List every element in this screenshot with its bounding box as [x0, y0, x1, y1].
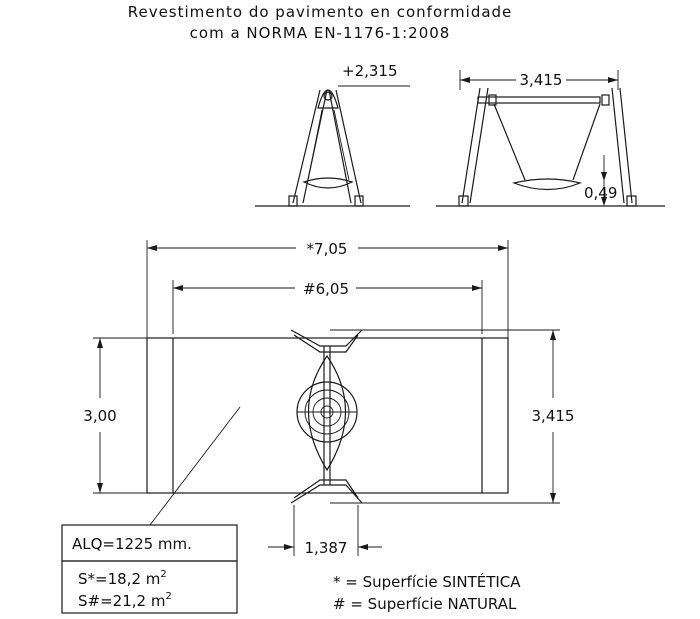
plan-view [83, 240, 574, 557]
front-seat-height-label: 0,49 [584, 184, 618, 202]
side-view [255, 62, 410, 206]
plan-width-right-label: 3,415 [531, 407, 575, 425]
side-a-frame [293, 90, 361, 203]
legend-synthetic: * = Superfície SINTÉTICA [333, 573, 521, 591]
plan-width-left-label: 3,00 [83, 407, 117, 425]
plan-chain-envelope [309, 356, 346, 470]
info-alq-text: ALQ=1225 mm. [72, 535, 192, 553]
legend [333, 572, 521, 613]
front-nest-seat [514, 179, 580, 190]
plan-total-length-label: *7,05 [306, 240, 348, 258]
side-foot-right [355, 196, 363, 206]
side-nest-seat [304, 178, 352, 188]
info-box [62, 525, 237, 613]
front-foot-left [459, 196, 468, 206]
legend-natural: # = Superfície NATURAL [333, 595, 517, 613]
front-view [436, 70, 665, 206]
plan-frame-bottom [291, 480, 362, 503]
header-line-2: com a NORMA EN-1176-1:2008 [189, 24, 451, 42]
side-height-label: +2,315 [342, 62, 398, 80]
side-top-bracket [318, 90, 338, 108]
front-width-label: 3,415 [519, 71, 563, 89]
front-beam-clamp-right [602, 95, 609, 105]
header-line-1: Revestimento do pavimento en conformidade [127, 3, 513, 21]
info-s-synthetic: S*=18,2 $m^2$ [78, 569, 167, 588]
front-chains [494, 104, 600, 180]
plan-frame-top [291, 330, 362, 352]
info-leader-line [150, 407, 240, 525]
plan-frame-depth-label: 1,387 [304, 539, 348, 557]
plan-natural-length-label: #6,05 [303, 280, 349, 298]
info-s-natural: S#=21,2 $m^2$ [78, 591, 172, 610]
